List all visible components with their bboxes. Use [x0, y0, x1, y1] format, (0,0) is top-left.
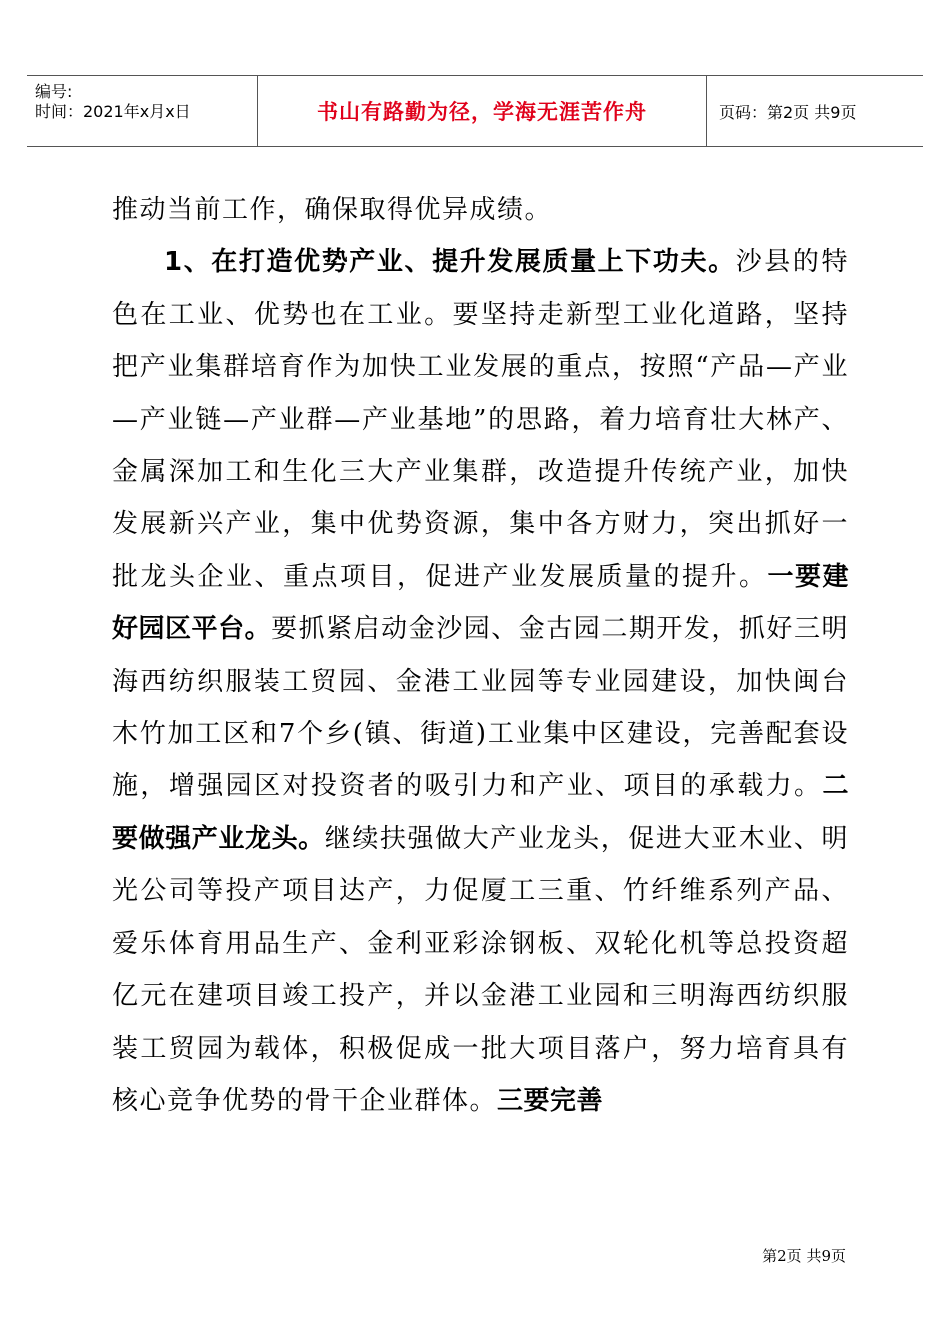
header-meta: [27, 76, 258, 146]
header-page-info: 页码：第2页 共9页: [719, 102, 857, 122]
serial-label: 编号:: [35, 82, 73, 101]
bold-point-1: 一要建好园区平台。: [112, 561, 849, 645]
paragraph-2: [112, 236, 849, 1127]
page-footer: 第2页 共9页: [762, 1247, 846, 1265]
paragraph-text: 沙县的特色在工业、优势也在工业。要坚持走新型工业化道路，坚持把产业集群培育作为加快工业发展的重点，按照“产品—产业—产业链—产业群—产业基地”的思路，着力培育壮大林产、金属深加工和生化三大产业集群，改造提升传统产业，加快发展新兴产业，集中优势资源，集中各方财力，突出抓好一批龙头企业、重点项目，促进产业发展质量的提升。: [112, 247, 849, 592]
header-motto: 书山有路勤为径，学海无涯苦作舟: [258, 76, 707, 146]
paragraph-text: 继续扶强做大产业龙头，促进大亚木业、明光公司等投产项目达产，力促厦工三重、竹纤维系列产品、爱乐体育用品生产、金利亚彩涂钢板、双轮化机等总投资超亿元在建项目竣工投产，并以金港工业园和三明海西纺织服装工贸园为载体，积极促成一批大项目落户，努力培育具有核心竞争优势的骨干企业群体。: [112, 823, 849, 1116]
paragraph-1: 推动当前工作，确保取得优异成绩。: [112, 195, 553, 225]
time-label: 时间：2021年x月x日: [35, 102, 191, 121]
section-heading: 1、在打造优势产业、提升发展质量上下功夫。: [164, 247, 736, 278]
paragraph-text: 要抓紧启动金沙园、金古园二期开发，抓好三明海西纺织服装工贸园、金港工业园等专业园建设，加快闽台木竹加工区和7个乡(镇、街道)工业集中区建设，完善配套设施，增强园区对投资者的吸引力和产业、项目的承载力。: [112, 614, 849, 802]
bold-point-3: 三要完善: [497, 1085, 604, 1116]
bold-point-2: 二要做强产业龙头。: [112, 771, 849, 854]
document-body: [112, 184, 849, 1127]
page-header: [27, 75, 923, 147]
